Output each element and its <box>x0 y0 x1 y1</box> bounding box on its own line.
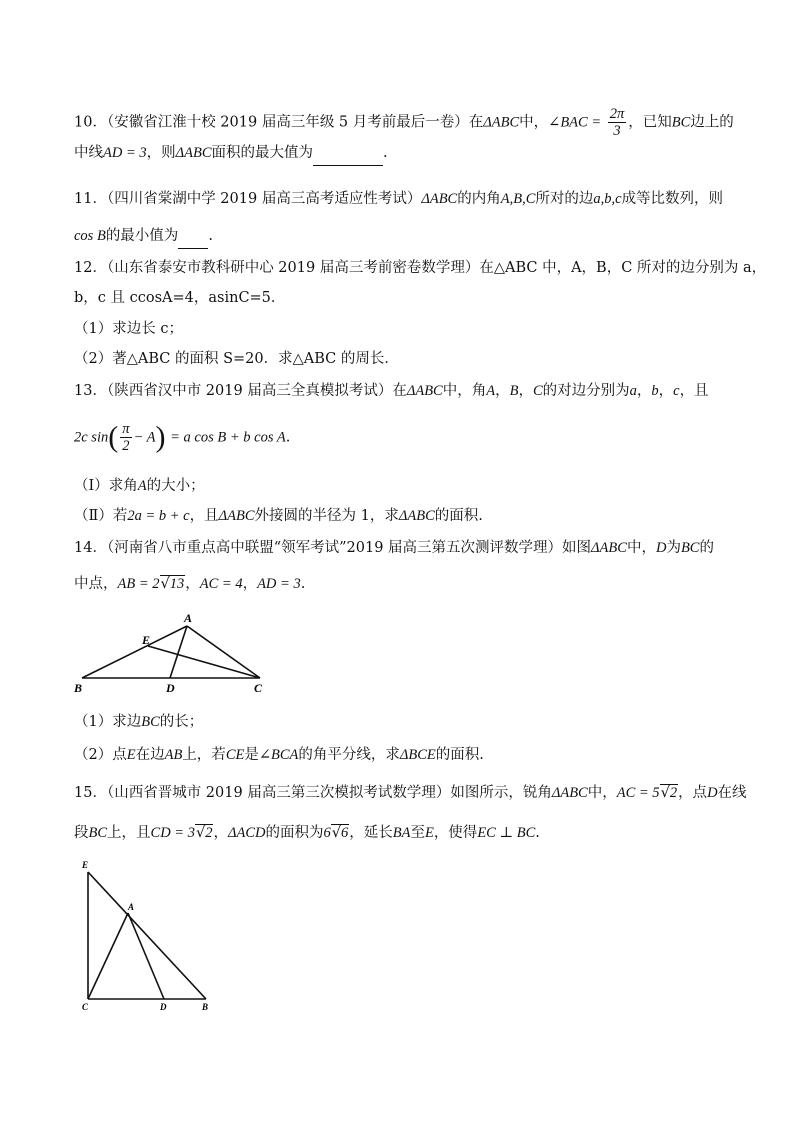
q10-line2: 中线AD = 3，则ΔABC面积的最大值为 . <box>74 143 388 166</box>
q11-line2: cos B的最小值为 . <box>74 226 213 249</box>
label-c: C <box>82 1002 89 1012</box>
label-d: D <box>166 681 175 695</box>
q15-line1: 15．（山西省晋城市 2019 届高三第三次模拟考试数学理）如图所示，锐角ΔABC中，AC = 5√2，点D在线 <box>74 785 747 801</box>
segment-ca <box>88 913 128 999</box>
q10-line1: 10．（安徽省江淮十校 2019 届高三年级 5 月考前最后一卷）在ΔABC中，∠BAC = $\frac{2\pi}{3}$ ，已知BC边上的 <box>74 106 734 139</box>
q15-triangle-figure <box>76 858 226 1018</box>
q12-line2: b，c 且 ccosA=4，asinC=5． <box>74 290 286 306</box>
segment-eb <box>88 872 206 999</box>
answer-blank <box>313 145 383 166</box>
q10-fraction: $\frac{2\pi}{3}$ <box>609 106 625 139</box>
label-b: B <box>202 1002 209 1012</box>
label-a: A <box>128 902 135 912</box>
segment-ce <box>148 646 260 678</box>
q12-part1: （1）求边长 c； <box>74 321 183 337</box>
q14-line2: 中点，AB = 2√13，AC = 4，AD = 3. <box>74 576 306 592</box>
q13-equation: 2c sin( $\frac{\pi}{2}$ − A) = a cos B + b cos A. <box>74 420 291 454</box>
q13-part2: （Ⅱ）若2a = b + c，且ΔABC外接圆的半径为 1，求ΔABC的面积. <box>74 508 483 524</box>
q14-triangle-figure <box>70 610 280 700</box>
q13-line1: 13．（陕西省汉中市 2019 届高三全真模拟考试）在ΔABC中，角A，B，C的对边分别为a，b，c，且 <box>74 383 709 399</box>
label-c: C <box>254 681 263 695</box>
q14-part1: （1）求边BC的长； <box>74 714 204 730</box>
label-e: E <box>142 633 151 647</box>
q13-part1: （Ⅰ）求角A的大小； <box>74 478 205 494</box>
q12-line1: 12．（山东省泰安市教科研中心 2019 届高三考前密卷数学理）在△ABC 中，A，B，C 所对的边分别为 a， <box>74 260 767 276</box>
label-d: D <box>160 1002 167 1012</box>
q15-line2: 段BC上，且CD = 3√2，ΔACD的面积为6√6，延长BA至E，使得EC ⊥ BC. <box>74 825 540 841</box>
segment-ad <box>128 913 164 999</box>
answer-blank <box>178 228 208 249</box>
q14-line1: 14．（河南省八市重点高中联盟“领军考试”2019 届高三第五次测评数学理）如图ΔABC中，D为BC的 <box>74 540 714 556</box>
label-a: A <box>184 611 193 625</box>
label-e: E <box>82 860 89 870</box>
q13-fraction: $\frac{\pi}{2}$ <box>122 421 130 454</box>
q12-part2: （2）著△ABC 的面积 S=20．求△ABC 的周长． <box>74 351 399 367</box>
label-b: B <box>74 681 83 695</box>
q14-part2: （2）点E在边AB上，若CE是∠BCA的角平分线，求ΔBCE的面积. <box>74 747 484 763</box>
segment-ac <box>187 626 260 678</box>
q11-line1: 11．（四川省棠湖中学 2019 届高三高考适应性考试）ΔABC的内角A,B,C所对的边a,b,c成等比数列，则 <box>74 191 724 207</box>
